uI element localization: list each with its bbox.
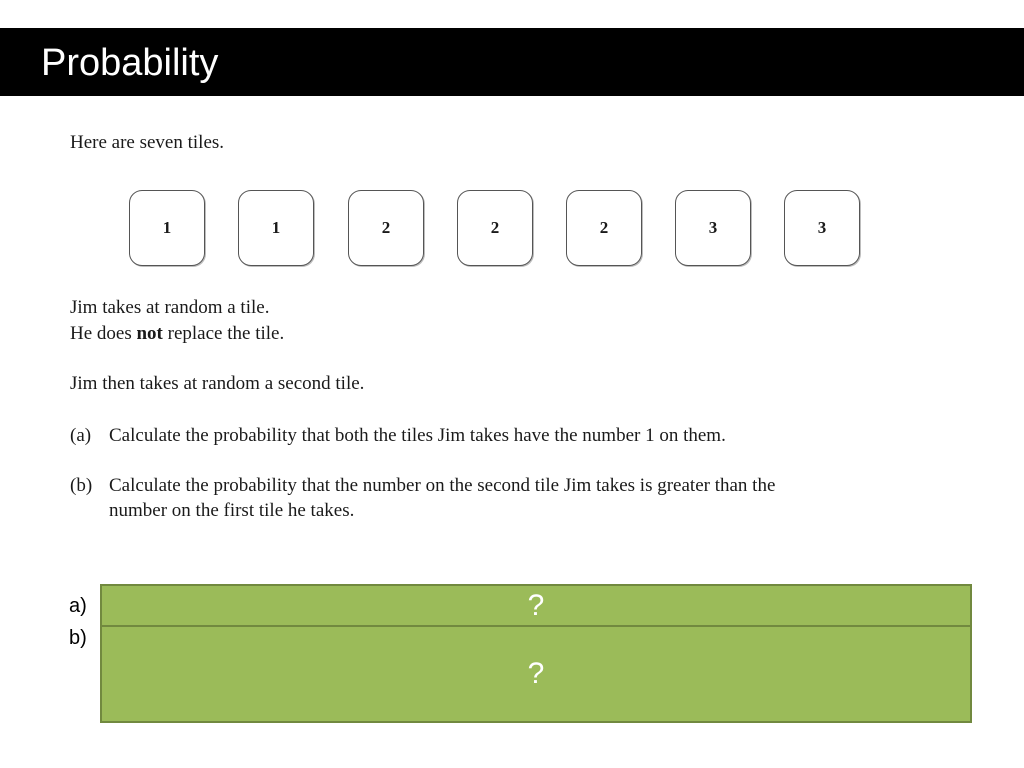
answer-a-box[interactable]: ?: [100, 584, 972, 627]
question-line-3: Jim then takes at random a second tile.: [70, 373, 365, 394]
part-b-label: (b): [70, 475, 93, 496]
answer-b-label: b): [69, 627, 87, 649]
tile: 3: [784, 190, 860, 266]
answer-b-box[interactable]: ?: [100, 625, 972, 723]
question-intro: Here are seven tiles.: [70, 132, 225, 153]
tile: 3: [675, 190, 751, 266]
tile: 2: [348, 190, 424, 266]
tile: 1: [238, 190, 314, 266]
line-2-start: He does: [70, 323, 137, 344]
emphasis-not: not: [136, 323, 163, 344]
line-2-end: replace the tile.: [162, 323, 285, 344]
tile: 1: [129, 190, 205, 266]
tile: 2: [457, 190, 533, 266]
question-line-1: Jim takes at random a tile.: [70, 297, 270, 318]
slide-title: Probability: [41, 42, 219, 84]
tile: 2: [566, 190, 642, 266]
part-b-text-line-1: Calculate the probability that the number on the second tile Jim takes is greater than the: [109, 475, 776, 496]
part-a-text: Calculate the probability that both the tiles Jim takes have the number 1 on them.: [109, 425, 726, 446]
part-a-label: (a): [70, 425, 92, 446]
answer-a-label: a): [69, 595, 87, 617]
part-b-text-line-2: number on the first tile he takes.: [109, 500, 355, 521]
question-line-2: [70, 321, 284, 347]
tile-row: [129, 190, 869, 268]
